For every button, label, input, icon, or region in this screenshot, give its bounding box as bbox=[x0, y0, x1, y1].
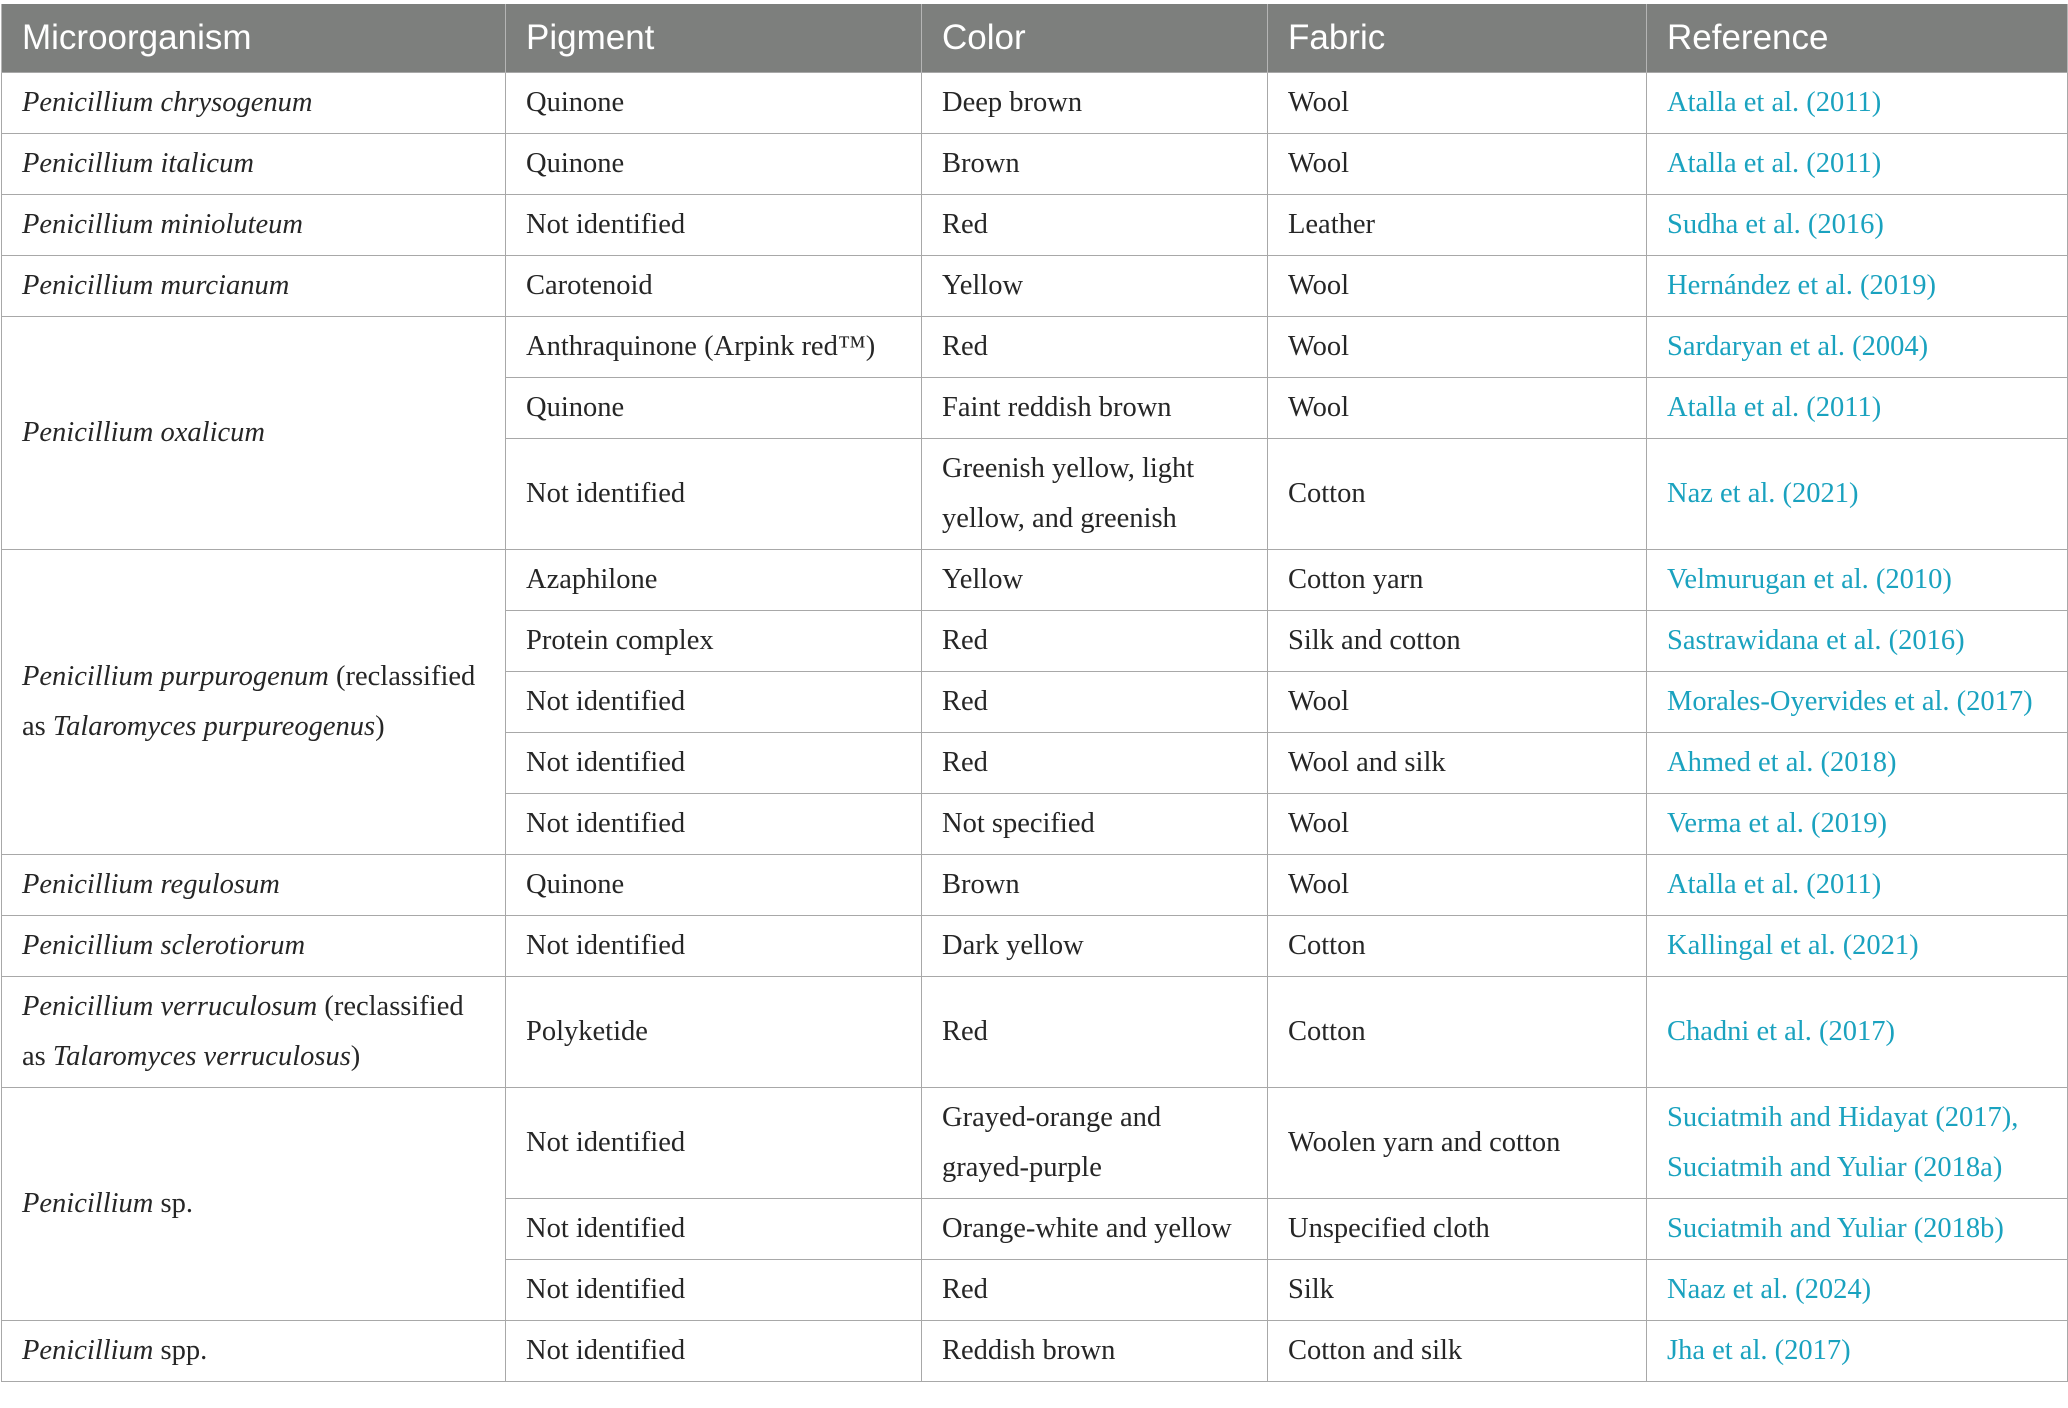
header-reference: Reference bbox=[1647, 4, 2068, 73]
microorganism-cell: Penicillium purpurogenum (reclassified as Talaromyces purpureogenus) bbox=[2, 550, 506, 855]
reference-link[interactable]: Ahmed et al. (2018) bbox=[1647, 733, 2068, 794]
reference-cell bbox=[1647, 1088, 2068, 1199]
microorganism-cell: Penicillium sclerotiorum bbox=[2, 916, 506, 977]
reference-link[interactable]: Kallingal et al. (2021) bbox=[1647, 916, 2068, 977]
color-cell: Not specified bbox=[922, 794, 1268, 855]
fabric-cell: Wool bbox=[1268, 134, 1647, 195]
header-pigment: Pigment bbox=[506, 4, 922, 73]
pigment-cell: Quinone bbox=[506, 134, 922, 195]
pigment-cell: Not identified bbox=[506, 1260, 922, 1321]
pigment-cell: Not identified bbox=[506, 1321, 922, 1382]
table-row bbox=[2, 977, 2068, 1088]
pigment-cell: Quinone bbox=[506, 855, 922, 916]
reference-link[interactable]: Suciatmih and Yuliar (2018a) bbox=[1667, 1152, 2003, 1183]
pigment-cell: Not identified bbox=[506, 439, 922, 550]
fabric-cell: Unspecified cloth bbox=[1268, 1199, 1647, 1260]
microorganism-cell: Penicillium sp. bbox=[2, 1088, 506, 1321]
color-cell: Deep brown bbox=[922, 73, 1268, 134]
table-row bbox=[2, 1088, 2068, 1199]
reference-link[interactable]: Suciatmih and Hidayat (2017), bbox=[1667, 1102, 2019, 1133]
reference-link[interactable]: Naaz et al. (2024) bbox=[1647, 1260, 2068, 1321]
fabric-cell: Cotton yarn bbox=[1268, 550, 1647, 611]
reference-link[interactable]: Suciatmih and Yuliar (2018b) bbox=[1647, 1199, 2068, 1260]
color-cell: Red bbox=[922, 733, 1268, 794]
reference-link[interactable]: Sastrawidana et al. (2016) bbox=[1647, 611, 2068, 672]
microorganism-cell: Penicillium chrysogenum bbox=[2, 73, 506, 134]
pigment-cell: Not identified bbox=[506, 672, 922, 733]
reference-link[interactable]: Atalla et al. (2011) bbox=[1647, 378, 2068, 439]
table-row bbox=[2, 256, 2068, 317]
reference-link[interactable]: Morales-Oyervides et al. (2017) bbox=[1647, 672, 2068, 733]
fabric-cell: Silk and cotton bbox=[1268, 611, 1647, 672]
color-cell: Red bbox=[922, 977, 1268, 1088]
reference-link[interactable]: Sudha et al. (2016) bbox=[1647, 195, 2068, 256]
pigment-cell: Anthraquinone (Arpink red™) bbox=[506, 317, 922, 378]
fabric-cell: Cotton and silk bbox=[1268, 1321, 1647, 1382]
microorganism-cell: Penicillium oxalicum bbox=[2, 317, 506, 550]
reference-link[interactable]: Sardaryan et al. (2004) bbox=[1647, 317, 2068, 378]
fabric-cell: Wool bbox=[1268, 794, 1647, 855]
pigment-cell: Not identified bbox=[506, 794, 922, 855]
reference-link[interactable]: Atalla et al. (2011) bbox=[1647, 855, 2068, 916]
color-cell: Reddish brown bbox=[922, 1321, 1268, 1382]
table-row bbox=[2, 550, 2068, 611]
fabric-cell: Wool bbox=[1268, 378, 1647, 439]
fabric-cell: Cotton bbox=[1268, 439, 1647, 550]
color-cell: Red bbox=[922, 672, 1268, 733]
microorganism-cell: Penicillium regulosum bbox=[2, 855, 506, 916]
color-cell: Red bbox=[922, 1260, 1268, 1321]
pigment-cell: Not identified bbox=[506, 916, 922, 977]
header-color: Color bbox=[922, 4, 1268, 73]
fabric-cell: Wool bbox=[1268, 672, 1647, 733]
pigment-cell: Quinone bbox=[506, 378, 922, 439]
fabric-cell: Wool bbox=[1268, 317, 1647, 378]
color-cell: Brown bbox=[922, 134, 1268, 195]
table-row bbox=[2, 1321, 2068, 1382]
reference-link[interactable]: Atalla et al. (2011) bbox=[1647, 134, 2068, 195]
microorganism-cell: Penicillium murcianum bbox=[2, 256, 506, 317]
table-row bbox=[2, 317, 2068, 378]
reference-link[interactable]: Verma et al. (2019) bbox=[1647, 794, 2068, 855]
fabric-cell: Leather bbox=[1268, 195, 1647, 256]
pigment-cell: Quinone bbox=[506, 73, 922, 134]
color-cell: Red bbox=[922, 195, 1268, 256]
color-cell: Red bbox=[922, 317, 1268, 378]
fabric-cell: Silk bbox=[1268, 1260, 1647, 1321]
header-fabric: Fabric bbox=[1268, 4, 1647, 73]
pigment-cell: Protein complex bbox=[506, 611, 922, 672]
fabric-cell: Wool and silk bbox=[1268, 733, 1647, 794]
color-cell: Yellow bbox=[922, 550, 1268, 611]
fabric-cell: Wool bbox=[1268, 73, 1647, 134]
pigment-cell: Not identified bbox=[506, 195, 922, 256]
pigment-cell: Polyketide bbox=[506, 977, 922, 1088]
reference-link[interactable]: Naz et al. (2021) bbox=[1647, 439, 2068, 550]
microorganism-cell: Penicillium minioluteum bbox=[2, 195, 506, 256]
microorganism-cell: Penicillium spp. bbox=[2, 1321, 506, 1382]
color-cell: Dark yellow bbox=[922, 916, 1268, 977]
table-row bbox=[2, 73, 2068, 134]
fabric-cell: Cotton bbox=[1268, 916, 1647, 977]
fabric-cell: Wool bbox=[1268, 855, 1647, 916]
color-cell: Grayed-orange and grayed-purple bbox=[922, 1088, 1268, 1199]
fabric-cell: Wool bbox=[1268, 256, 1647, 317]
fabric-cell: Woolen yarn and cotton bbox=[1268, 1088, 1647, 1199]
table-row bbox=[2, 916, 2068, 977]
pigment-cell: Azaphilone bbox=[506, 550, 922, 611]
pigment-cell: Not identified bbox=[506, 1088, 922, 1199]
reference-link[interactable]: Atalla et al. (2011) bbox=[1647, 73, 2068, 134]
color-cell: Orange-white and yellow bbox=[922, 1199, 1268, 1260]
table-row bbox=[2, 855, 2068, 916]
color-cell: Yellow bbox=[922, 256, 1268, 317]
reference-link[interactable]: Velmurugan et al. (2010) bbox=[1647, 550, 2068, 611]
table-header-row bbox=[2, 4, 2068, 73]
table-row bbox=[2, 134, 2068, 195]
pigment-cell: Not identified bbox=[506, 1199, 922, 1260]
microorganism-cell: Penicillium verruculosum (reclassified as Talaromyces verruculosus) bbox=[2, 977, 506, 1088]
pigment-cell: Carotenoid bbox=[506, 256, 922, 317]
color-cell: Brown bbox=[922, 855, 1268, 916]
table-row bbox=[2, 195, 2068, 256]
pigment-cell: Not identified bbox=[506, 733, 922, 794]
microorganism-cell: Penicillium italicum bbox=[2, 134, 506, 195]
reference-link[interactable]: Chadni et al. (2017) bbox=[1647, 977, 2068, 1088]
reference-link[interactable]: Jha et al. (2017) bbox=[1647, 1321, 2068, 1382]
color-cell: Faint reddish brown bbox=[922, 378, 1268, 439]
fabric-cell: Cotton bbox=[1268, 977, 1647, 1088]
reference-link[interactable]: Hernández et al. (2019) bbox=[1647, 256, 2068, 317]
header-microorganism: Microorganism bbox=[2, 4, 506, 73]
color-cell: Red bbox=[922, 611, 1268, 672]
color-cell: Greenish yellow, light yellow, and greenish bbox=[922, 439, 1268, 550]
penicillium-pigments-table bbox=[1, 4, 2068, 1382]
